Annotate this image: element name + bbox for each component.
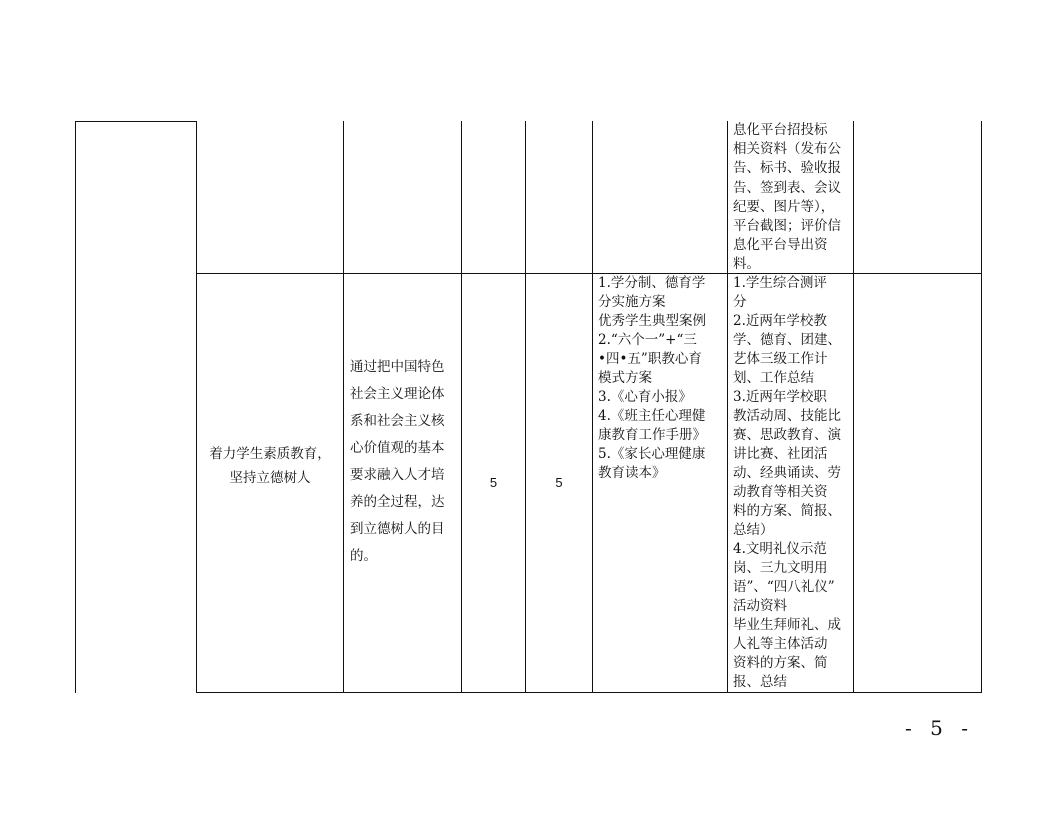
row2-evidence-line: 料的方案、简报、 xyxy=(733,503,841,519)
row2-evidence-line: 总结） xyxy=(733,522,774,538)
col-line-2 xyxy=(343,121,344,693)
row2-evidence-line: 4.文明礼仪示范 xyxy=(733,541,827,557)
row2-evidence-line: 1.学生综合测评 xyxy=(733,275,827,291)
row2-evidence-line: 活动资料 xyxy=(733,598,787,614)
row1-evidence-line: 告、签到表、会议 xyxy=(733,179,841,196)
row2-evidence-line: 动教育等相关资 xyxy=(733,484,828,500)
row2-standard-line: 社会主义理论体 xyxy=(350,386,445,402)
row2-standard-line: 到立德树人的目 xyxy=(350,521,445,537)
col-line-3 xyxy=(461,121,462,693)
row2-standard-line: 养的全过程，达 xyxy=(350,494,445,510)
row1-evidence-line: 息化平台导出资 xyxy=(733,237,828,254)
row2-evidence-cell xyxy=(733,274,851,692)
row-line-bottom xyxy=(196,692,981,693)
row2-evidence-line: 划、工作总结 xyxy=(733,370,814,386)
col-line-0 xyxy=(75,121,76,693)
row2-material-line: 2.“六个一”+“三 xyxy=(598,332,697,348)
row2-material-line: •四•五”职教心育 xyxy=(598,351,702,367)
col-line-7 xyxy=(853,121,854,693)
row1-evidence-line: 告、标书、验收报 xyxy=(733,160,841,177)
row2-material-cell xyxy=(598,274,726,483)
row2-evidence-line: 语”、“四八礼仪” xyxy=(733,579,835,595)
row2-item-cell xyxy=(197,442,343,490)
row2-material-line: 4.《班主任心理健 xyxy=(598,408,706,424)
row2-evidence-line: 3.近两年学校职 xyxy=(733,389,827,405)
row2-evidence-line: 讲比赛、社团活 xyxy=(733,446,828,462)
row2-score-a: 5 xyxy=(489,475,498,490)
col-line-8 xyxy=(981,121,982,693)
row2-evidence-line: 岗、三九文明用 xyxy=(733,560,828,576)
row2-material-line: 3.《心育小报》 xyxy=(598,389,692,405)
row2-evidence-line: 报、总结 xyxy=(733,674,787,690)
row2-material-line: 教育读本》 xyxy=(598,465,666,481)
row1-evidence-line: 料。 xyxy=(733,256,760,273)
col-line-5 xyxy=(592,121,593,693)
row1-evidence-line: 息化平台招投标 xyxy=(733,122,828,138)
row2-item-line: 着力学生素质教育， xyxy=(209,446,331,462)
page-number: - 5 - xyxy=(905,716,974,740)
row2-evidence-line: 教活动周、技能比 xyxy=(733,408,841,424)
row1-evidence-cell xyxy=(733,121,851,275)
row2-evidence-line: 2.近两年学校教 xyxy=(733,313,827,329)
col-line-6 xyxy=(727,121,728,693)
row2-evidence-line: 毕业生拜师礼、成 xyxy=(733,617,841,633)
row2-standard-line: 的。 xyxy=(350,548,377,564)
row2-evidence-line: 动、经典诵读、劳 xyxy=(733,465,841,481)
row1-evidence-line: 纪要、图片等）， xyxy=(733,198,835,215)
row2-standard-line: 通过把中国特色 xyxy=(350,359,445,375)
row2-material-line: 康教育工作手册》 xyxy=(598,427,706,443)
row2-evidence-line: 学、德育、团建、 xyxy=(733,332,841,348)
row2-material-line: 分实施方案 xyxy=(598,294,666,310)
row2-evidence-line: 赛、思政教育、演 xyxy=(733,427,841,443)
row1-evidence-line: 相关资料（发布公 xyxy=(733,141,841,158)
row2-item-line: 坚持立德树人 xyxy=(229,470,311,486)
row2-material-line: 1.学分制、德育学 xyxy=(598,275,706,291)
row2-evidence-line: 资料的方案、简 xyxy=(733,655,828,671)
row2-material-line: 优秀学生典型案例 xyxy=(598,313,706,329)
row2-evidence-line: 分 xyxy=(733,294,747,310)
row2-evidence-line: 人礼等主体活动 xyxy=(733,636,828,652)
row2-evidence-line: 艺体三级工作计 xyxy=(733,351,828,367)
row2-material-line: 5.《家长心理健康 xyxy=(598,446,706,462)
row1-evidence-line: 平台截图；评价信 xyxy=(733,218,841,235)
row2-score-b: 5 xyxy=(555,475,563,490)
row2-standard-cell xyxy=(350,354,460,570)
row2-material-line: 模式方案 xyxy=(598,370,652,386)
col-line-4 xyxy=(525,121,526,693)
row2-standard-line: 要求融入人才培 xyxy=(350,467,445,483)
row2-standard-line: 心价值观的基本 xyxy=(350,440,445,456)
col-line-1 xyxy=(196,121,197,693)
row-line-top xyxy=(75,121,196,122)
row-line-mid xyxy=(196,273,981,274)
row2-standard-line: 系和社会主义核 xyxy=(350,413,445,429)
